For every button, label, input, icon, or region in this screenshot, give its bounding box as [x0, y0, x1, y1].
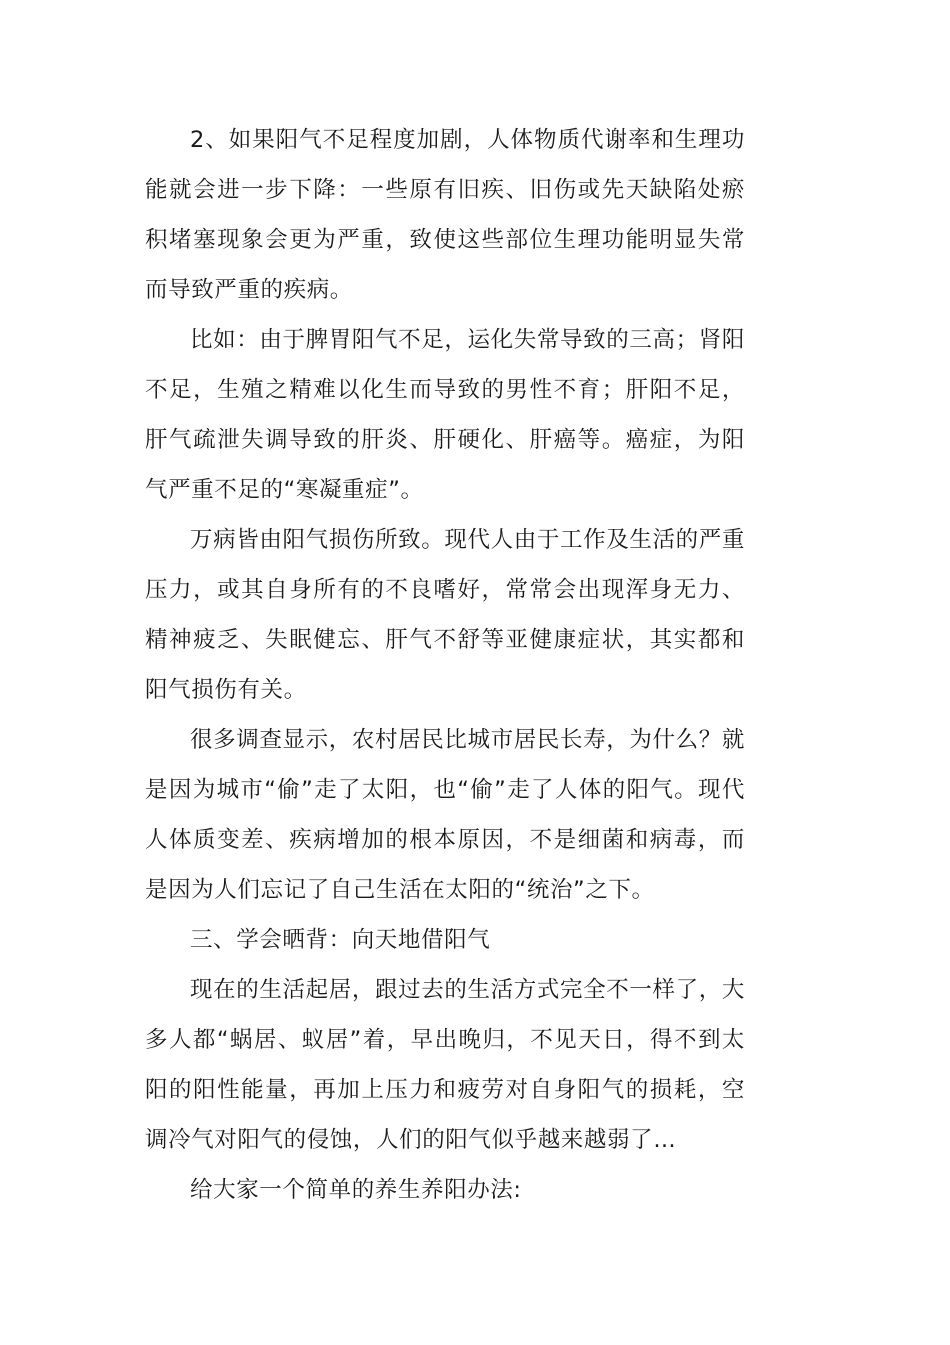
paragraph-5: 现在的生活起居，跟过去的生活方式完全不一样了，大多人都“蜗居、蚁居”着，早出晚归，不见天日，得不到太阳的阳性能量，再加上压力和疲劳对自身阳气的损耗，空调冷气对阳气的侵蚀，人们的阳气似乎越来越弱了… — [145, 977, 745, 1153]
paragraph-6: 给大家一个简单的养生养阳办法: — [190, 1177, 522, 1203]
paragraph-2: 比如：由于脾胃阳气不足，运化失常导致的三高；肾阳不足，生殖之精难以化生而导致的男性不育；肝阳不足，肝气疏泄失调导致的肝炎、肝硬化、肝癌等。癌症，为阳气严重不足的“寒凝重症”。 — [145, 327, 745, 503]
paragraph-3: 万病皆由阳气损伤所致。现代人由于工作及生活的严重压力，或其自身所有的不良嗜好，常常会出现浑身无力、精神疲乏、失眠健忘、肝气不舒等亚健康症状，其实都和阳气损伤有关。 — [145, 527, 745, 703]
paragraph-1: 2、如果阳气不足程度加剧，人体物质代谢率和生理功能就会进一步下降：一些原有旧疾、旧伤或先天缺陷处瘀积堵塞现象会更为严重，致使这些部位生理功能明显失常而导致严重的疾病。 — [145, 127, 745, 303]
document-body — [145, 115, 745, 1215]
paragraph-4: 很多调查显示，农村居民比城市居民长寿，为什么？就是因为城市“偷”走了太阳，也“偷”走了人体的阳气。现代人体质变差、疾病增加的根本原因，不是细菌和病毒，而是因为人们忘记了自己生活在太阳的“统治”之下。 — [145, 727, 745, 903]
section-heading: 三、学会晒背：向天地借阳气 — [190, 927, 491, 953]
